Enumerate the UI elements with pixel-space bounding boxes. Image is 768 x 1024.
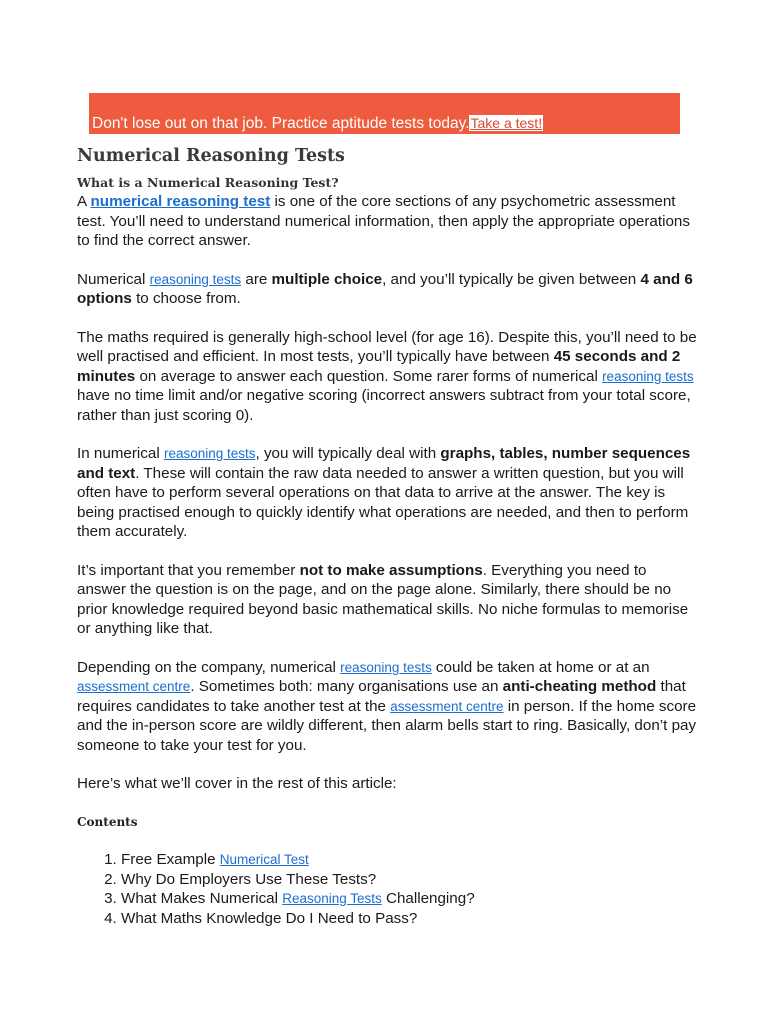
paragraph-assessment-centre xyxy=(77,658,697,756)
reasoning-tests-link[interactable]: reasoning tests xyxy=(163,446,256,461)
text: Challenging? xyxy=(381,890,475,907)
text: Depending on the company, numerical xyxy=(77,658,341,676)
bold-text: anti-cheating method xyxy=(502,678,657,695)
bold-text: multiple choice xyxy=(271,270,383,288)
bold-text: graphs, tables, number sequences and text xyxy=(77,445,691,482)
paragraph-assumptions xyxy=(77,561,697,639)
text: . These will contain the raw data needed to answer a written question, but you will often have to perform several operations on that data to arrive at the answer. The key is being practised enough to quickly identify what operations are needed, and then to perform them accurately. xyxy=(77,464,689,540)
reasoning-tests-link[interactable]: reasoning tests xyxy=(340,659,432,675)
text: , you will typically deal with xyxy=(255,445,441,462)
toc-item: 2. Why Do Employers Use These Tests? xyxy=(121,870,697,890)
assessment-centre-link[interactable]: assessment centre xyxy=(390,698,504,714)
section-subtitle: What is a Numerical Reasoning Test? xyxy=(77,175,339,190)
numerical-test-link[interactable]: Numerical Test xyxy=(219,852,309,867)
reasoning-tests-link[interactable]: reasoning tests xyxy=(149,271,242,287)
text: have no time limit and/or negative scoring (incorrect answers subtract from your total score, rather than just scoring 0). xyxy=(77,387,691,424)
toc-item xyxy=(121,850,697,870)
text: could be taken at home or at an xyxy=(431,658,650,676)
text: that requires candidates to take another test at the xyxy=(77,678,686,715)
page-title: Numerical Reasoning Tests xyxy=(77,146,345,166)
promo-banner xyxy=(89,93,680,134)
text: , and you’ll typically be given between xyxy=(382,270,641,288)
text: It’s important that you remember xyxy=(77,561,300,579)
promo-banner-text: Don't lose out on that job. Practice aptitude tests today. xyxy=(92,115,470,132)
article-body xyxy=(77,192,697,928)
text: In numerical xyxy=(77,445,164,462)
toc-item: 4. What Maths Knowledge Do I Need to Pass? xyxy=(121,909,697,929)
text: Numerical xyxy=(77,270,150,288)
paragraph-overview: Here’s what we’ll cover in the rest of this article: xyxy=(77,775,397,792)
text: is one of the core sections of any psychometric assessment test. You’ll need to understand numerical information, then apply the appropriate operations to find the correct answer. xyxy=(77,193,690,249)
reasoning-tests-link[interactable]: reasoning tests xyxy=(602,368,694,384)
toc-item xyxy=(121,889,697,909)
text: are xyxy=(241,270,272,288)
text: on average to answer each question. Some rarer forms of numerical xyxy=(135,367,603,385)
paragraph-data-types xyxy=(77,444,697,542)
paragraph-maths-level xyxy=(77,328,697,426)
text: The maths required is generally high-school level (for age 16). Despite this, you’ll need to be well practised and efficient. In most tests, you’ll typically have between xyxy=(77,328,697,365)
text: . Everything you need to answer the question is on the page, and on the page alone. Similarly, there should be no prior knowledge required beyond basic mathematical skills. No niche formulas to memorise or anything like that. xyxy=(77,561,689,637)
text: in person. If the home score and the in-person score are wildly different, then alarm bells start to ring. Basically, don’t pay someone to take your test for you. xyxy=(77,697,697,754)
take-a-test-link[interactable]: Take a test! xyxy=(470,115,543,131)
contents-heading: Contents xyxy=(77,814,138,829)
text: Free Example xyxy=(121,851,220,868)
bold-text: 45 seconds and 2 minutes xyxy=(77,348,681,385)
paragraph-intro xyxy=(77,192,697,251)
text: A xyxy=(77,193,91,210)
text: What Makes Numerical xyxy=(121,890,283,907)
bold-text: not to make assumptions xyxy=(299,561,483,579)
paragraph-multiple-choice xyxy=(77,270,697,309)
reasoning-tests-link[interactable]: Reasoning Tests xyxy=(282,891,382,906)
bold-text: 4 and 6 options xyxy=(77,270,693,307)
assessment-centre-link[interactable]: assessment centre xyxy=(77,679,191,694)
table-of-contents xyxy=(77,850,697,928)
text: to choose from. xyxy=(131,290,241,307)
text: . Sometimes both: many organisations use an xyxy=(190,678,503,695)
numerical-reasoning-test-link[interactable]: numerical reasoning test xyxy=(90,193,271,210)
